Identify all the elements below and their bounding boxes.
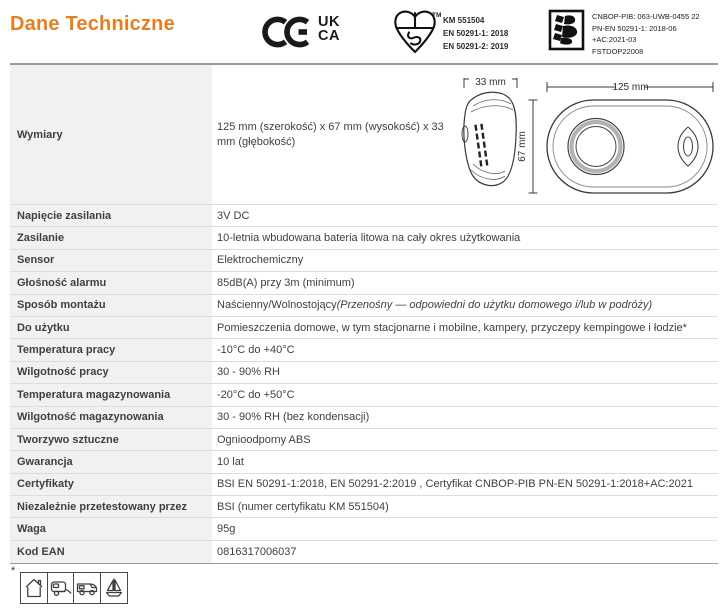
spec-value: 95g — [217, 523, 236, 536]
spec-label: Zasilanie — [10, 227, 212, 248]
table-row — [10, 474, 718, 496]
table-row — [10, 317, 718, 339]
table-row — [10, 362, 718, 384]
table-row — [10, 250, 718, 272]
spec-label: Temperatura pracy — [10, 339, 212, 360]
kitemark-line: KM 551504 — [443, 16, 485, 25]
spec-label: Wymiary — [10, 65, 212, 204]
spec-value: Naścienny/Wolnostojący (Przenośny — odpowiedni do użytku domowego i/lub w podróży) — [217, 299, 653, 312]
table-row — [10, 339, 718, 361]
ukca-line1: UK — [318, 14, 340, 30]
spec-value: 125 mm (szerokość) x 67 mm (wysokość) x 33 mm (głębokość) — [217, 120, 444, 148]
caravan-icon — [47, 572, 75, 604]
spec-value: BSI EN 50291-1:2018, EN 50291-2:2019 , Certyfikat CNBOP-PIB PN-EN 50291-1:2018+AC:2021 — [217, 478, 694, 491]
cnbop-line: CNBOP-PIB: 063-UWB-0455 22 — [592, 12, 700, 21]
spec-label: Gwarancja — [10, 451, 212, 472]
spec-value: -10°C do +40°C — [217, 344, 295, 357]
table-row — [10, 384, 718, 406]
spec-label: Tworzywo sztuczne — [10, 429, 212, 450]
depth-dimension-label: 33 mm — [475, 77, 506, 88]
spec-label: Sensor — [10, 250, 212, 271]
usage-icon-row — [20, 572, 128, 604]
table-row — [10, 295, 718, 317]
cnbop-line: +AC:2021-03 — [592, 35, 637, 44]
side-view-vents — [474, 124, 488, 167]
table-row — [10, 496, 718, 518]
house-icon — [20, 572, 48, 604]
table-row — [10, 407, 718, 429]
spec-label: Napięcie zasilania — [10, 205, 212, 226]
spec-value: 30 - 90% RH (bez kondensacji) — [217, 411, 370, 424]
cnbop-logo-icon — [548, 9, 588, 52]
table-row — [10, 272, 718, 294]
bsi-kitemark-text — [443, 14, 508, 53]
table-row — [10, 227, 718, 249]
spec-label: Certyfikaty — [10, 474, 212, 495]
spec-label: Temperatura magazynowania — [10, 384, 212, 405]
kitemark-tm-label: TM — [432, 12, 442, 19]
spec-label: Wilgotność magazynowania — [10, 407, 212, 428]
device-side-view — [462, 92, 516, 185]
ukca-line2: CA — [318, 28, 340, 44]
spec-value: 10 lat — [217, 455, 244, 468]
table-row — [10, 518, 718, 540]
ce-mark-icon — [262, 16, 314, 48]
footnote-asterisk: * — [11, 565, 16, 577]
spec-value: 30 - 90% RH — [217, 366, 280, 379]
campervan-icon — [73, 572, 101, 604]
spec-value: Pomieszczenia domowe, w tym stacjonarne i mobilne, kampery, przyczepy kempingowe i łodzie* — [217, 321, 687, 334]
cnbop-cert-text — [592, 11, 700, 57]
spec-value: BSI (numer certyfikatu KM 551504) — [217, 500, 389, 513]
dimension-diagram — [455, 72, 723, 202]
ukca-mark-icon — [318, 15, 340, 43]
spec-label: Sposób montażu — [10, 295, 212, 316]
spec-value: -20°C do +50°C — [217, 388, 295, 401]
kitemark-line: EN 50291-1: 2018 — [443, 29, 509, 38]
spec-label: Waga — [10, 518, 212, 539]
table-row — [10, 451, 718, 473]
spec-value: 85dB(A) przy 3m (minimum) — [217, 276, 355, 289]
cnbop-line: FSTDOP22008 — [592, 46, 644, 56]
cnbop-line: PN-EN 50291-1: 2018-06 — [592, 23, 677, 33]
table-row — [10, 541, 718, 563]
spec-value: Elektrochemiczny — [217, 254, 304, 267]
bsi-kitemark-icon — [393, 9, 437, 56]
spec-value: Ognioodporny ABS — [217, 433, 311, 446]
page-title: Dane Techniczne — [10, 13, 175, 35]
spec-label: Kod EAN — [10, 541, 212, 563]
width-dimension-label: 125 mm — [612, 82, 649, 93]
kitemark-line: EN 50291-2: 2019 — [443, 42, 509, 51]
device-front-view — [547, 100, 713, 193]
spec-label: Wilgotność pracy — [10, 362, 212, 383]
spec-label: Niezależnie przetestowany przez — [10, 496, 212, 517]
sailboat-icon — [100, 572, 128, 604]
table-row — [10, 205, 718, 227]
spec-value: 10-letnia wbudowana bateria litowa na cały okres użytkowania — [217, 232, 521, 245]
table-row — [10, 429, 718, 451]
spec-value: 3V DC — [217, 209, 250, 222]
spec-label: Głośność alarmu — [10, 272, 212, 293]
spec-label: Do użytku — [10, 317, 212, 338]
height-dimension-label: 67 mm — [517, 131, 528, 162]
spec-value: 0816317006037 — [217, 546, 297, 559]
